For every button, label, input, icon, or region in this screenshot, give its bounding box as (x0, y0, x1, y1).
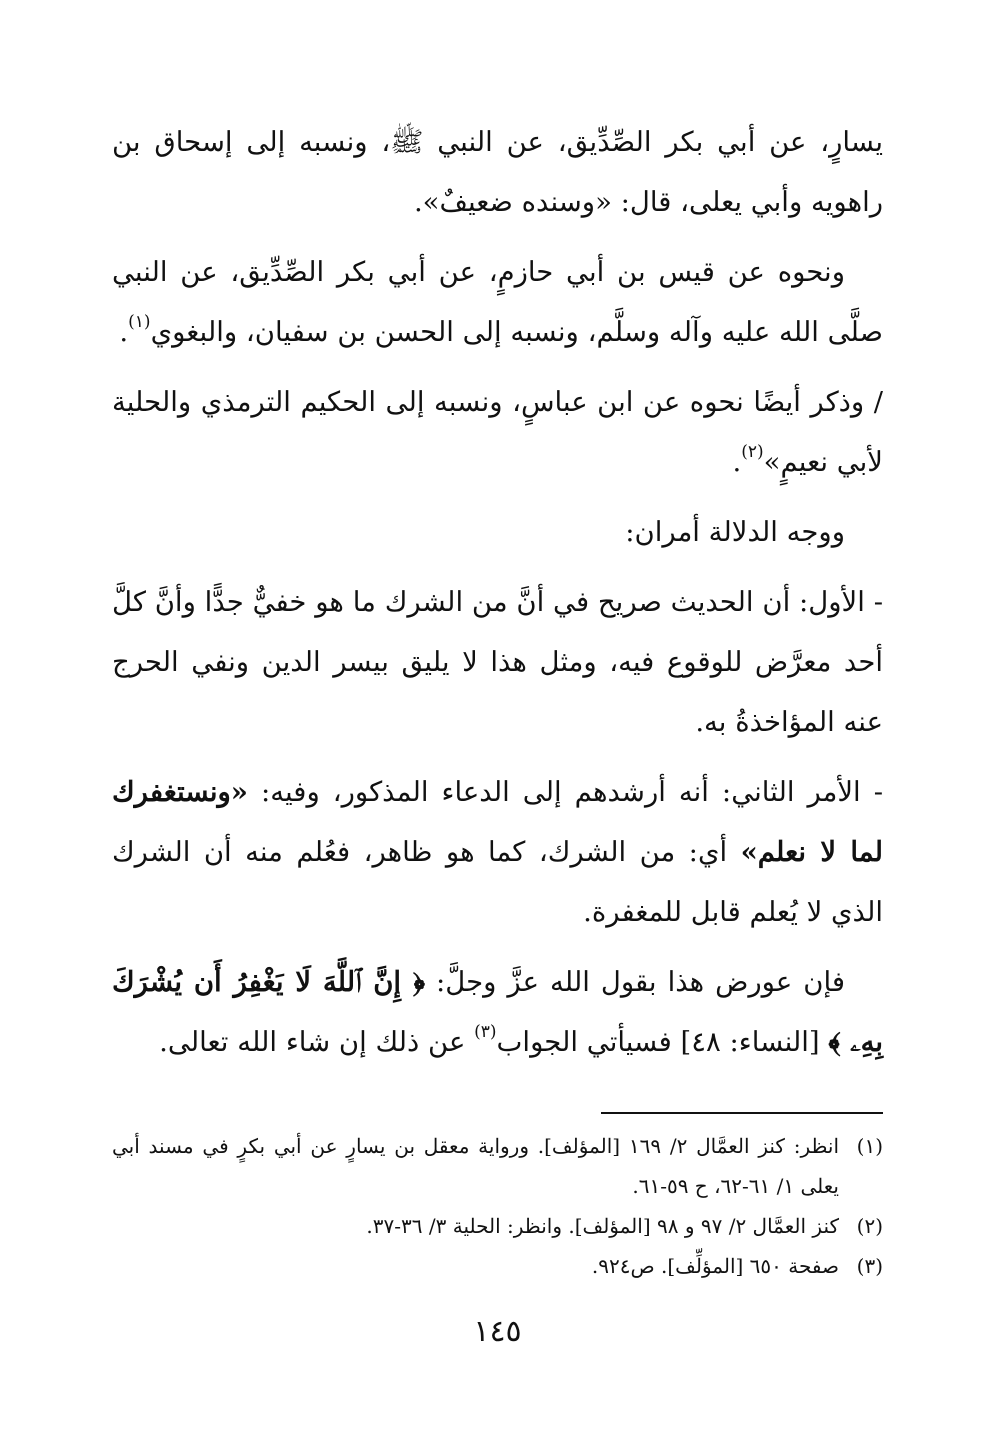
paragraph-7-start: فإن عورض هذا بقول الله عزَّ وجلَّ: (425, 966, 845, 998)
footnote-3 (112, 1246, 883, 1286)
paragraph-1-text: يسارٍ، عن أبي بكر الصِّدِّيق، عن النبي ﷺ، ونسبه إلى إسحاق بن راهويه وأبي يعلى، قال: «وسنده ضعيفٌ». (112, 126, 883, 218)
footnote-3-text: صفحة ٦٥٠ [المؤلِّف]. ص٩٢٤. (591, 1254, 839, 1278)
footnote-1 (112, 1126, 883, 1206)
footnote-divider (601, 1112, 883, 1114)
paragraph-5 (112, 572, 883, 752)
footnote-ref-1[interactable]: (١) (128, 311, 151, 332)
paragraph-7-end: عن ذلك إن شاء الله تعالى. (159, 1026, 475, 1058)
page-number: ١٤٥ (473, 1314, 522, 1349)
paragraph-2-text: ونحوه عن قيس بن أبي حازمٍ، عن أبي بكر الصِّدِّيق، عن النبي صلَّى الله عليه وآله وسلَّم، ونسبه إلى الحسن بن سفيان، والبغوي (112, 256, 883, 348)
quran-verse: ﴿ إِنَّ ٱللَّهَ لَا يَغْفِرُ أَن يُشْرَكَ بِهِۦ ﴾ (112, 966, 883, 1058)
quran-citation: [النساء: ٤٨] فسيأتي الجواب (496, 1026, 829, 1058)
paragraph-4-text: ووجه الدلالة أمران: (625, 516, 845, 548)
paragraph-6-start: - الأمر الثاني: أنه أرشدهم إلى الدعاء المذكور، وفيه: (247, 776, 883, 808)
paragraph-5-text: - الأول: أن الحديث صريح في أنَّ من الشرك ما هو خفيٌّ جدًّا وأنَّ كلَّ أحد معرَّض للوقوع فيه، ومثل هذا لا يليق بيسر الدين ونفي الحرج عنه المؤاخذةُ به. (112, 586, 883, 738)
paragraph-4 (112, 502, 883, 562)
footnote-ref-3[interactable]: (٣) (474, 1021, 497, 1042)
footnote-ref-2[interactable]: (٢) (741, 441, 764, 462)
footnote-2 (112, 1206, 883, 1246)
footnote-1-text: انظر: كنز العمَّال ٢/ ١٦٩ [المؤلف]. ورواية معقل بن يسارٍ عن أبي بكرٍ في مسند أبي يعلى ١/ ٦١-٦٢، ح ٥٩-٦١. (112, 1134, 840, 1198)
paragraph-3 (112, 372, 883, 492)
paragraph-6-quote: «ونستغفرك لما لا نعلم» (112, 776, 883, 868)
paragraph-3-text: / وذكر أيضًا نحوه عن ابن عباسٍ، ونسبه إلى الحكيم الترمذي والحلية لأبي نعيمٍ» (112, 386, 883, 478)
paragraph-6 (112, 762, 883, 942)
paragraph-7 (112, 952, 883, 1072)
footnote-1-number: (١) (856, 1134, 883, 1158)
footnote-2-text: كنز العمَّال ٢/ ٩٧ و ٩٨ [المؤلف]. وانظر: الحلية ٣/ ٣٦-٣٧. (366, 1214, 839, 1238)
footnotes (112, 1126, 883, 1286)
paragraph-3-end: . (732, 446, 742, 478)
paragraph-1 (112, 112, 883, 232)
footnote-2-number: (٢) (856, 1214, 883, 1238)
footnote-3-number: (٣) (856, 1254, 883, 1278)
paragraph-2 (112, 242, 883, 362)
paragraph-6-end: أي: من الشرك، كما هو ظاهر، فعُلم منه أن الشرك الذي لا يُعلم قابل للمغفرة. (112, 836, 883, 928)
paragraph-2-end: . (119, 316, 129, 348)
